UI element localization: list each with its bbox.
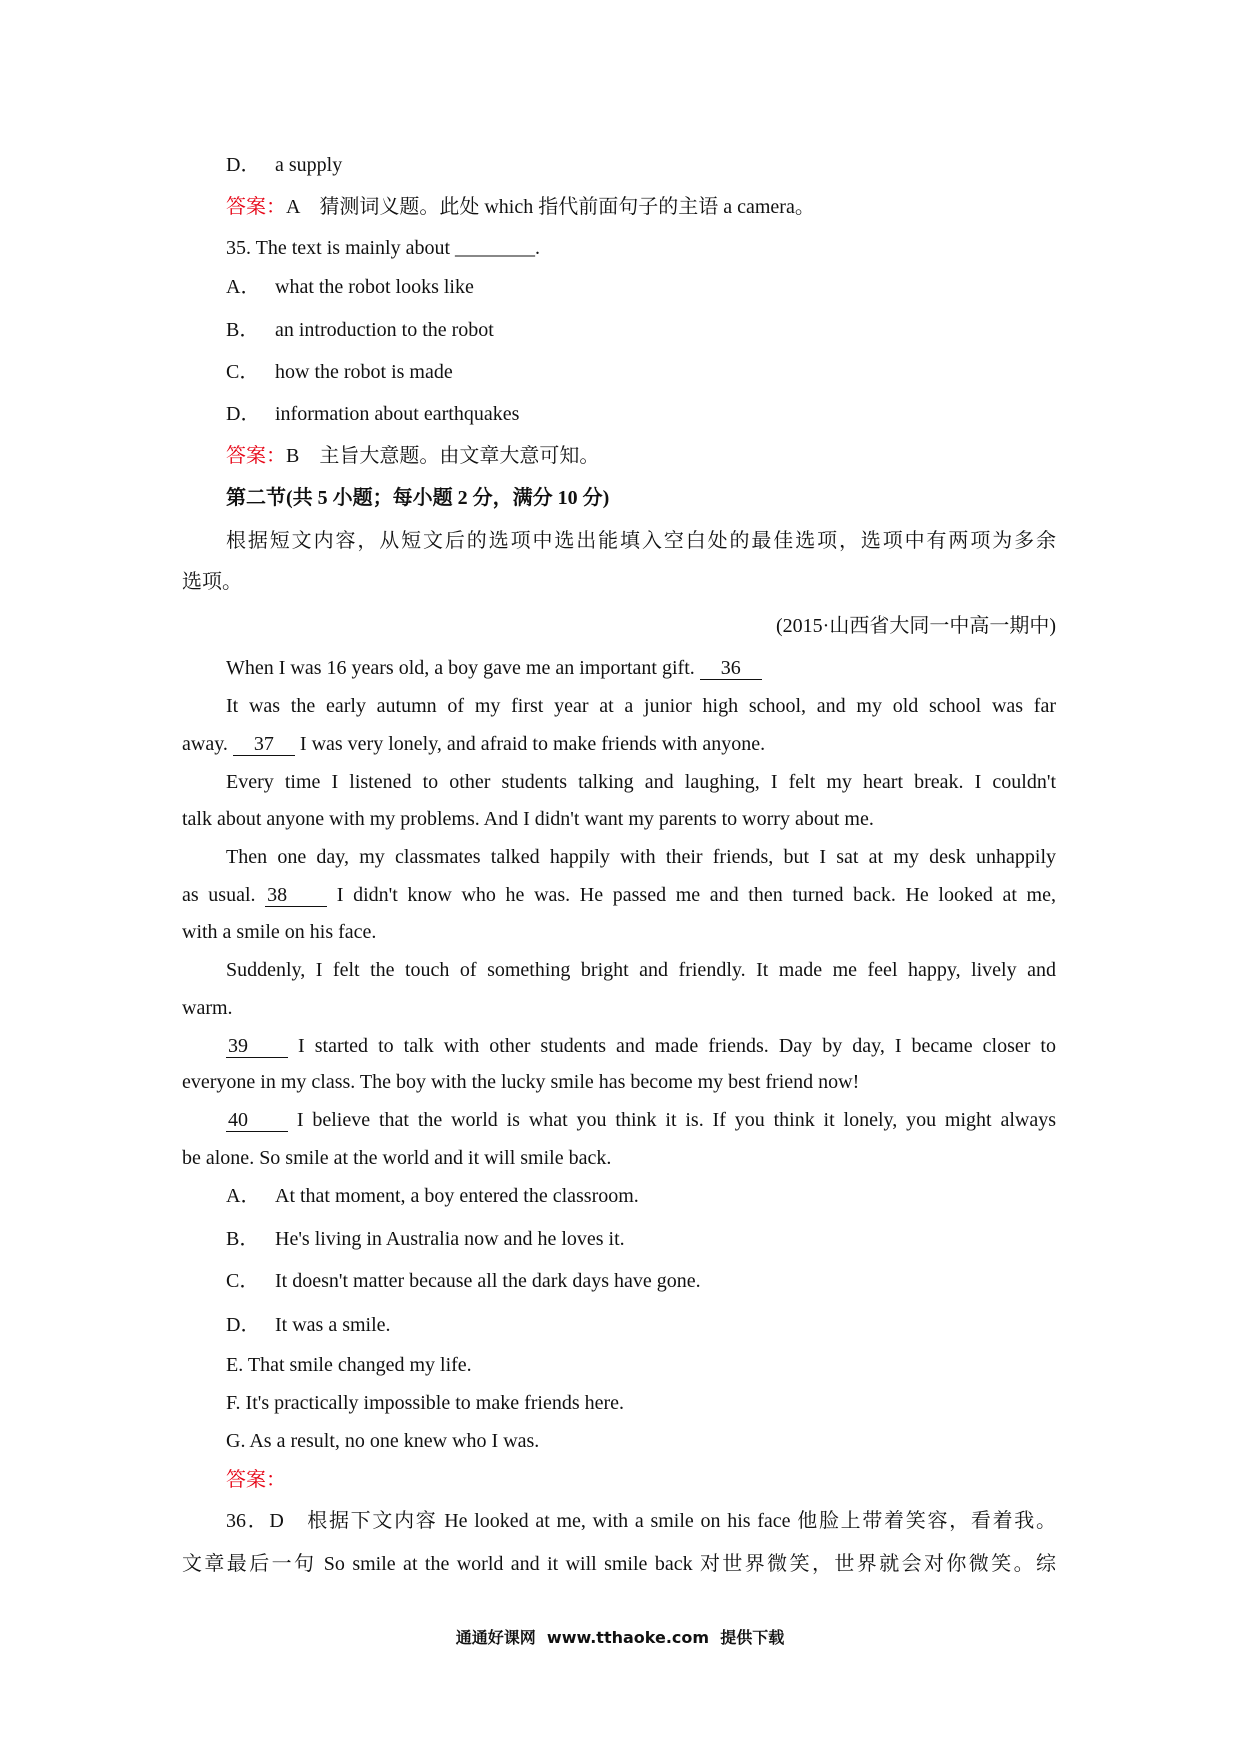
instructions-line-1: 根据短文内容，从短文后的选项中选出能填入空白处的最佳选项，选项中有两项为多余 (226, 530, 1056, 552)
choice-f (226, 1389, 1056, 1417)
passage-line (226, 1106, 1056, 1134)
option-label: D． (226, 403, 261, 425)
choice-label: A． (226, 1185, 261, 1207)
choice-c (226, 1267, 1056, 1295)
passage-text: I believe that the world is what you think it is. If you think it lonely, you might always (288, 1109, 1056, 1131)
passage-text: I started to talk with other students and made friends. Day by day, I became closer to (288, 1035, 1056, 1057)
passage-line: talk about anyone with my problems. And I didn't want my parents to worry about me. (182, 808, 874, 830)
choice-a (226, 1182, 1056, 1210)
blank-40: 40 (226, 1109, 288, 1132)
option-label: A． (226, 276, 261, 298)
option-text: a supply (275, 154, 343, 176)
answer-label: 答案： (226, 445, 286, 467)
page-footer: 通通好课网 www.tthaoke.com 提供下载 (455, 1628, 785, 1647)
answer-label: 答案： (226, 196, 286, 218)
answer-key-line-1: 36．D 根据下文内容 He looked at me, with a smile on his face 他脸上带着笑容，看着我。 (226, 1510, 1056, 1532)
choice-text: He's living in Australia now and he loves it. (275, 1228, 625, 1250)
passage-line: Then one day, my classmates talked happily with their friends, but I sat at my desk unhappily (226, 846, 1056, 868)
choice-label: G. (226, 1430, 246, 1452)
q35-option-b (226, 316, 1056, 344)
option-text: what the robot looks like (275, 276, 474, 298)
prev-option-d (226, 151, 1056, 179)
option-label: D． (226, 154, 261, 176)
choice-text: It was a smile. (275, 1314, 391, 1336)
passage-line: be alone. So smile at the world and it will smile back. (182, 1147, 612, 1169)
q35-answer (226, 442, 1056, 470)
blank-36: 36 (700, 657, 762, 680)
passage-line: with a smile on his face. (182, 921, 377, 943)
answer-key-line-2: 文章最后一句 So smile at the world and it will smile back 对世界微笑，世界就会对你微笑。综 (182, 1553, 1056, 1575)
passage-text: I didn't know who he was. He passed me and then turned back. He looked at me, (327, 884, 1056, 906)
option-text: an introduction to the robot (275, 319, 494, 341)
choice-text: That smile changed my life. (247, 1354, 472, 1376)
choice-label: B． (226, 1228, 260, 1250)
answer-key-label: 答案： (226, 1469, 286, 1491)
passage-text: I was very lonely, and afraid to make friends with anyone. (294, 733, 766, 755)
choice-label: D． (226, 1314, 261, 1336)
q35-option-c (226, 358, 1056, 386)
q35-stem-text: 35. The text is mainly about (226, 237, 456, 259)
q35-option-d (226, 400, 1056, 428)
instructions-line-2: 选项。 (182, 571, 242, 593)
option-label: B． (226, 319, 260, 341)
choice-text: At that moment, a boy entered the classroom. (275, 1185, 639, 1207)
passage-line: warm. (182, 997, 233, 1019)
passage-line (226, 1032, 1056, 1060)
passage-line (226, 654, 1056, 682)
passage-line: Suddenly, I felt the touch of something bright and friendly. It made me feel happy, lively and (226, 959, 1056, 981)
choice-text: It doesn't matter because all the dark days have gone. (275, 1270, 701, 1292)
section-heading: 第二节(共 5 小题；每小题 2 分，满分 10 分) (226, 487, 610, 509)
choice-text: As a result, no one knew who I was. (249, 1430, 540, 1452)
passage-line (182, 730, 1056, 758)
passage-line: It was the early autumn of my first year at a junior high school, and my old school was far (226, 695, 1056, 717)
choice-g (226, 1427, 1056, 1455)
choice-b (226, 1225, 1056, 1253)
passage-text: away. (182, 733, 233, 755)
passage-text: When I was 16 years old, a boy gave me an important gift. (226, 657, 700, 679)
choice-label: E. (226, 1354, 244, 1376)
option-text: how the robot is made (275, 361, 453, 383)
source-note: (2015·山西省大同一中高一期中) (776, 615, 1056, 637)
choice-text: It's practically impossible to make friends here. (245, 1392, 625, 1414)
answer-text: A 猜测词义题。此处 which 指代前面句子的主语 a camera。 (286, 196, 815, 218)
option-text: information about earthquakes (275, 403, 520, 425)
choice-label: F. (226, 1392, 241, 1414)
answer-text: B 主旨大意题。由文章大意可知。 (286, 445, 600, 467)
choice-d (226, 1311, 1056, 1339)
choice-label: C． (226, 1270, 260, 1292)
passage-line: everyone in my class. The boy with the lucky smile has become my best friend now! (182, 1071, 860, 1093)
choice-e (226, 1351, 1056, 1379)
option-label: C． (226, 361, 260, 383)
blank-38: 38 (265, 884, 327, 907)
passage-line: Every time I listened to other students talking and laughing, I felt my heart break. I couldn't (226, 771, 1056, 793)
passage-line (182, 881, 1056, 909)
q35-blank: ________ (455, 237, 536, 259)
prev-answer (226, 193, 1056, 221)
q35-option-a (226, 273, 1056, 301)
blank-37: 37 (233, 733, 295, 756)
passage-text: as usual. (182, 884, 266, 906)
q35-stem (226, 234, 1056, 262)
q35-stem-end: . (535, 237, 541, 259)
blank-39: 39 (226, 1035, 288, 1058)
